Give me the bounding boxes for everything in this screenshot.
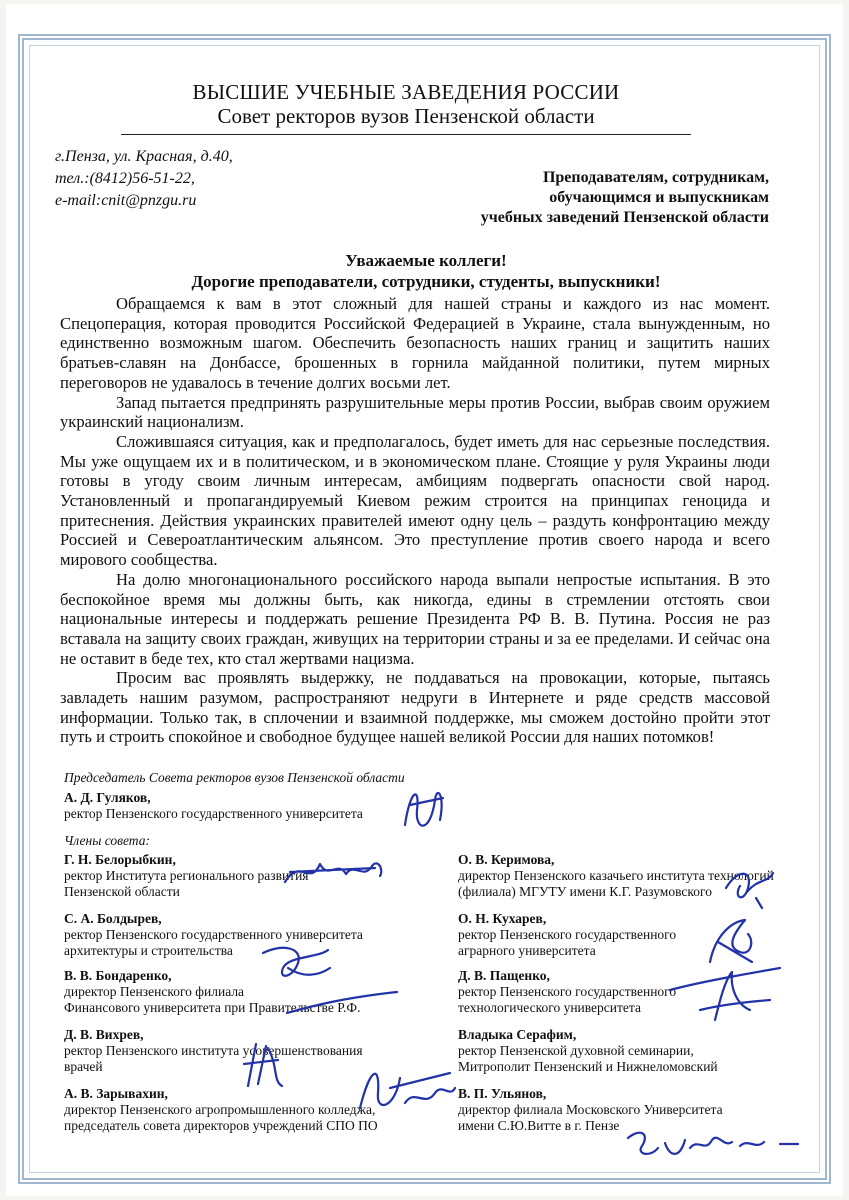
greeting-line: Уважаемые коллеги! (345, 251, 507, 270)
signatory-role: директор Пензенского агропромышленного колледжа, (64, 1102, 376, 1117)
sender-phone: тел.:(8412)56-51-22, (55, 170, 195, 187)
signatory-role: имени С.Ю.Витте в г. Пензе (458, 1118, 620, 1133)
sender-email: e-mail:cnit@pnzgu.ru (55, 192, 197, 209)
signatory-name: А. Д. Гуляков, (64, 790, 151, 805)
paragraph: На долю многонационального российского народа выпали непростые испытания. В это беспокойное время мы должны быть, как никогда, едины в стремлении отстоять свои национальные интересы и поддержать решение Президента РФ В. В. Путина. Россия не раз вставала на защиту своих граждан, живущих на территории страны и за ее пределами. И сейчас она не оставит в беде тех, кто стал жертвами нацизма. (60, 569, 770, 668)
letterhead (36, 80, 776, 135)
letterhead-title: ВЫСШИЕ УЧЕБНЫЕ ЗАВЕДЕНИЯ РОССИИ (192, 80, 620, 104)
signatory (458, 1027, 718, 1075)
handwritten-signature (280, 852, 390, 892)
signatory-role: технологического университета (458, 1000, 641, 1015)
signatory-role: ректор Пензенской духовной семинарии, (458, 1043, 694, 1058)
signatory-chair (64, 790, 363, 822)
signatory-name: В. В. Бондаренко, (64, 968, 172, 983)
greeting (36, 250, 816, 292)
handwritten-signature (238, 1036, 288, 1091)
addressee-line: учебных заведений Пензенской области (480, 209, 769, 226)
chair-label: Председатель Совета ректоров вузов Пензенской области (64, 770, 405, 785)
signatory-role: архитектуры и строительства (64, 943, 233, 958)
signatory-role: председатель совета директоров учреждений СПО ПО (64, 1118, 378, 1133)
paragraph: Сложившаяся ситуация, как и предполагалось, будет иметь для нас серьезные последствия. Мы уже ощущаем их и в политическом, и в экономическом плане. Стоящие у руля Украины люди готовы в угоду своим личным интересам, амбициям подвергать опасности свой народ. Установленный и пропагандируемый Киевом режим строится на принципах геноцида и притеснения. Действия украинских правителей имеют одну цель – раздуть конфронтацию между Россией и Североатлантическим альянсом. Это преступление против своего народа и всего мирового сообщества. (60, 431, 770, 570)
paragraph: Просим вас проявлять выдержку, не поддаваться на провокации, которые, пытаясь завладеть нашим разумом, распространяют недруги в Интернете и ряде средств массовой информации. Только так, в сплочении и взаимной поддержке, мы сможем достойно пройти этот путь и строить спокойное и свободное будущее нашей великой России для наших потомков! (60, 668, 770, 747)
handwritten-signature (620, 1118, 810, 1168)
handwritten-signature (718, 858, 778, 913)
greeting-line: Дорогие преподаватели, сотрудники, студенты, выпускники! (191, 272, 661, 291)
signatory (458, 968, 676, 1016)
signatory-role: врачей (64, 1059, 103, 1074)
paragraph: Обращаемся к вам в этот сложный для нашей страны и каждого из нас момент. Спецоперация, которая проводится Российской Федерацией в Украине, стала вынужденным, но единственно возможным шагом. Обеспечить безопасность наших границ и защитить наших братьев-славян на Донбассе, брошенных в горнила майданной политики, путем мирных переговоров не удавалось в течение долгих восьми лет. (60, 294, 770, 392)
signatory-role: директор филиала Московского Университета (458, 1102, 723, 1117)
letterhead-subtitle: Совет ректоров вузов Пензенской области (217, 104, 595, 128)
signatory (458, 911, 676, 959)
handwritten-signature (395, 780, 455, 840)
addressee-line: Преподавателям, сотрудникам, (542, 169, 769, 186)
signatory-name: Д. В. Пащенко, (458, 968, 550, 983)
signatory (64, 852, 309, 900)
signatory-role: Митрополит Пензенский и Нижнеломовский (458, 1059, 718, 1074)
signatory-role: ректор Пензенского государственного университета (64, 927, 363, 942)
signatory-role: ректор Пензенского института усовершенствования (64, 1043, 363, 1058)
signatory-role: ректор Пензенского государственного (458, 927, 677, 942)
signatory-name: В. П. Ульянов, (458, 1086, 547, 1101)
paragraph: Запад пытается предпринять разрушительные меры против России, выбрав своим оружием украинский национализм. (60, 392, 770, 432)
signatory-name: Владыка Серафим, (458, 1027, 577, 1042)
signatory-role: ректор Пензенского государственного университета (64, 806, 363, 821)
signatory (64, 1027, 363, 1075)
handwritten-signature (282, 988, 402, 1018)
signatory-name: О. Н. Кухарев, (458, 911, 547, 926)
handwritten-signature (660, 960, 785, 1030)
signatory-name: А. В. Зарывахин, (64, 1086, 168, 1101)
signatory-role: директор Пензенского казачьего института технологий (458, 868, 774, 883)
signatory-name: Д. В. Вихрев, (64, 1027, 144, 1042)
signatory-name: С. А. Болдырев, (64, 911, 162, 926)
addressee-line: обучающимся и выпускникам (549, 189, 769, 206)
addressee-block (439, 168, 769, 228)
sender-address: г.Пенза, ул. Красная, д.40, (55, 148, 233, 165)
sender-contacts (55, 146, 233, 212)
signatory-role: директор Пензенского филиала (64, 984, 245, 999)
signatory-name: О. В. Керимова, (458, 852, 555, 867)
letter-body (60, 294, 770, 747)
signatory-role: аграрного университета (458, 943, 596, 958)
letterhead-rule (121, 134, 691, 135)
signatory-role: ректор Института регионального развития (64, 868, 309, 883)
signatory-role: (филиала) МГУТУ имени К.Г. Разумовского (458, 884, 712, 899)
signatory-name: Г. Н. Белорыбкин, (64, 852, 176, 867)
handwritten-signature (258, 938, 338, 988)
handwritten-signature (350, 1058, 460, 1118)
signatory (64, 1086, 378, 1134)
signatory-role: Финансового университета при Правительстве Р.Ф. (64, 1000, 361, 1015)
signatory-role: ректор Пензенского государственного (458, 984, 677, 999)
members-label: Члены совета: (64, 833, 150, 848)
signatory-role: Пензенской области (64, 884, 180, 899)
